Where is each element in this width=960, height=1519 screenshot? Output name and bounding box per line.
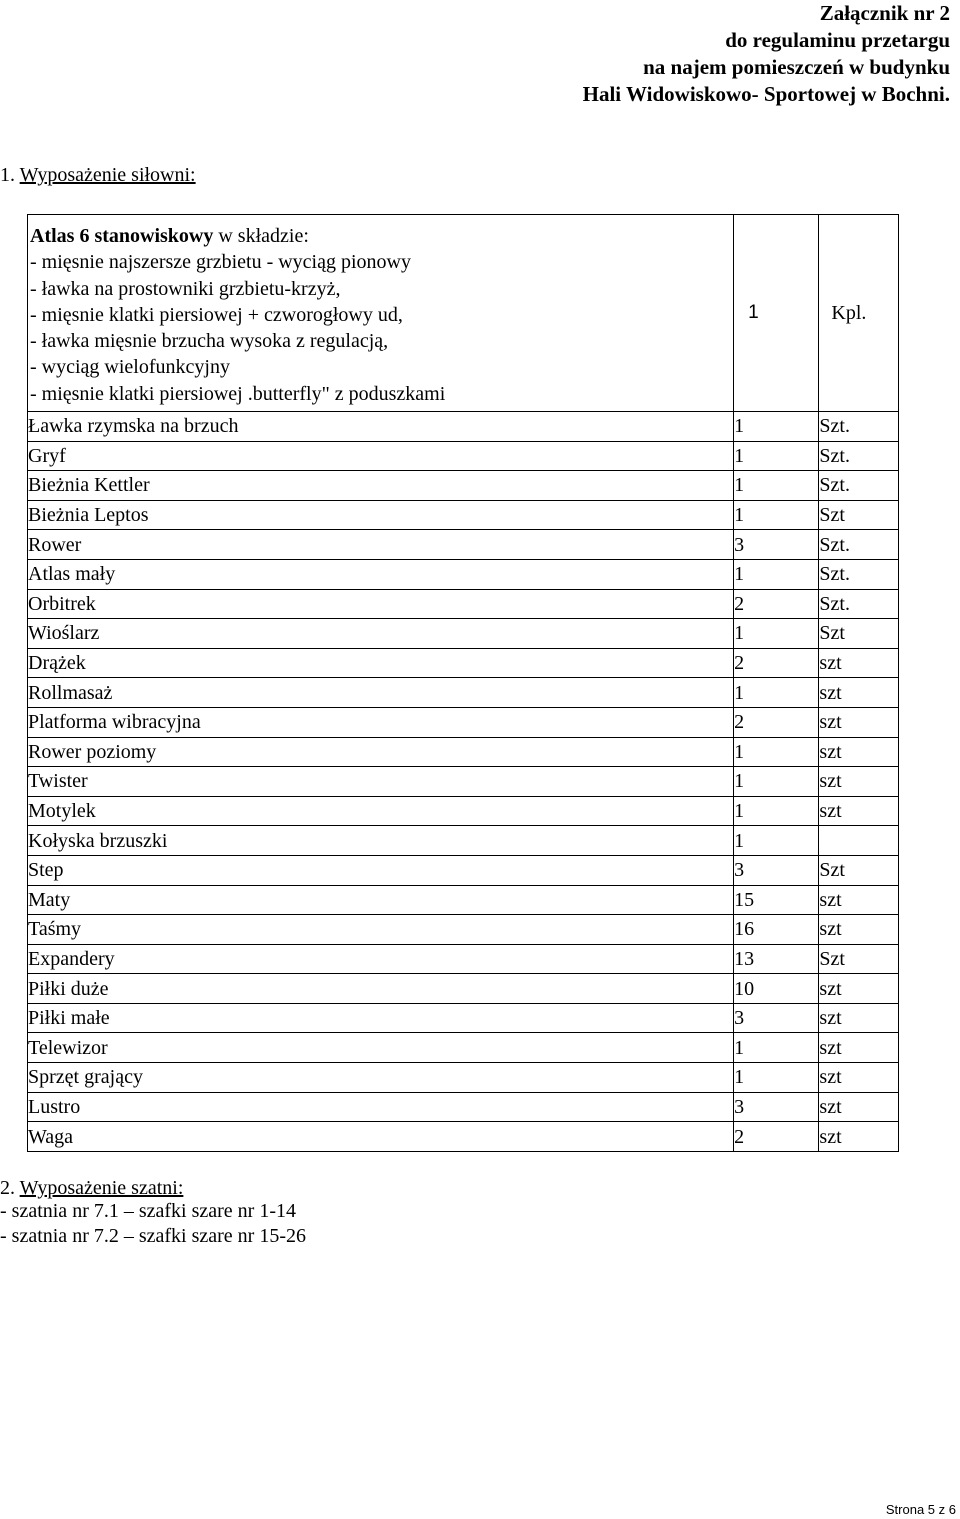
item-quantity: 3 <box>734 1092 819 1122</box>
atlas-line: - mięsnie najszersze grzbietu - wyciąg pionowy <box>30 251 411 274</box>
item-unit <box>819 826 899 856</box>
item-unit: Szt. <box>819 559 899 589</box>
item-quantity: 3 <box>734 855 819 885</box>
item-name: Ławka rzymska na brzuch <box>28 412 734 442</box>
table-row <box>28 1092 899 1122</box>
list-item: - szatnia nr 7.1 – szafki szare nr 1-14 <box>0 1200 296 1222</box>
table-row <box>28 974 899 1004</box>
table-row <box>28 619 899 649</box>
section-2-title: Wyposażenie szatni: <box>19 1177 184 1199</box>
item-unit: szt <box>819 915 899 945</box>
table-row <box>28 471 899 501</box>
item-name: Drążek <box>28 648 734 678</box>
atlas-description <box>28 215 734 412</box>
table-row <box>28 855 899 885</box>
item-name: Rower <box>28 530 734 560</box>
item-name: Taśmy <box>28 915 734 945</box>
section-1-title: Wyposażenie siłowni: <box>19 164 196 186</box>
item-name: Bieżnia Kettler <box>28 471 734 501</box>
section-1-heading <box>0 163 196 187</box>
item-unit: Szt. <box>819 412 899 442</box>
section-1-number: 1. <box>0 164 15 186</box>
item-name: Telewizor <box>28 1033 734 1063</box>
item-name: Platforma wibracyjna <box>28 707 734 737</box>
table-row <box>28 915 899 945</box>
item-unit: szt <box>819 1122 899 1152</box>
header-line: Hali Widowiskowo- Sportowej w Bochni. <box>582 82 950 106</box>
item-unit: szt <box>819 1003 899 1033</box>
item-name: Motylek <box>28 796 734 826</box>
item-unit: Szt. <box>819 530 899 560</box>
item-quantity: 3 <box>734 530 819 560</box>
item-unit: Szt. <box>819 471 899 501</box>
table-row <box>28 1033 899 1063</box>
item-quantity: 10 <box>734 974 819 1004</box>
item-unit: Szt <box>819 944 899 974</box>
item-name: Maty <box>28 885 734 915</box>
table-row <box>28 412 899 442</box>
item-unit: Szt <box>819 619 899 649</box>
item-unit: szt <box>819 974 899 1004</box>
item-quantity: 1 <box>734 1033 819 1063</box>
table-row <box>28 767 899 797</box>
item-name: Rollmasaż <box>28 678 734 708</box>
item-unit: Szt <box>819 500 899 530</box>
item-quantity: 1 <box>734 1063 819 1093</box>
table-row <box>28 737 899 767</box>
item-quantity: 1 <box>734 500 819 530</box>
item-unit: szt <box>819 1033 899 1063</box>
item-unit: Kpl. <box>819 215 899 412</box>
table-row <box>28 826 899 856</box>
table-row <box>28 678 899 708</box>
item-quantity: 13 <box>734 944 819 974</box>
item-unit: szt <box>819 767 899 797</box>
table-row <box>28 1122 899 1152</box>
item-name: Rower poziomy <box>28 737 734 767</box>
item-quantity: 2 <box>734 707 819 737</box>
header-line: na najem pomieszczeń w budynku <box>643 55 950 79</box>
item-unit: Szt. <box>819 589 899 619</box>
item-unit: szt <box>819 678 899 708</box>
table-row <box>28 796 899 826</box>
table-row <box>28 589 899 619</box>
table-row <box>28 441 899 471</box>
item-name: Piłki duże <box>28 974 734 1004</box>
table-row <box>28 1063 899 1093</box>
gym-equipment-table <box>27 214 899 1152</box>
item-quantity: 1 <box>734 737 819 767</box>
atlas-line: - wyciąg wielofunkcyjny <box>30 356 230 379</box>
item-quantity: 1 <box>734 215 819 412</box>
item-name: Gryf <box>28 441 734 471</box>
item-unit: szt <box>819 707 899 737</box>
atlas-line: - mięsnie klatki piersiowej .butterfly" z poduszkami <box>30 382 446 405</box>
header-line: Załącznik nr 2 <box>819 1 950 25</box>
item-quantity: 2 <box>734 648 819 678</box>
item-name: Wioślarz <box>28 619 734 649</box>
table-row <box>28 707 899 737</box>
table-row <box>28 530 899 560</box>
item-name: Atlas mały <box>28 559 734 589</box>
section-2-heading <box>0 1176 183 1200</box>
page-number: Strona 5 z 6 <box>885 1502 956 1517</box>
item-name: Twister <box>28 767 734 797</box>
item-name: Kołyska brzuszki <box>28 826 734 856</box>
item-unit: szt <box>819 796 899 826</box>
item-name: Step <box>28 855 734 885</box>
item-quantity: 1 <box>734 441 819 471</box>
item-quantity: 1 <box>734 826 819 856</box>
table-row <box>28 215 899 412</box>
item-quantity: 1 <box>734 412 819 442</box>
item-unit: szt <box>819 1092 899 1122</box>
table-row <box>28 944 899 974</box>
item-unit: szt <box>819 648 899 678</box>
item-unit: Szt. <box>819 441 899 471</box>
item-quantity: 1 <box>734 767 819 797</box>
atlas-line: - mięsnie klatki piersiowej + czworogłowy ud, <box>30 303 403 326</box>
atlas-line: - ławka na prostowniki grzbietu-krzyż, <box>30 277 341 300</box>
locker-room-list <box>0 1199 306 1248</box>
item-name: Piłki małe <box>28 1003 734 1033</box>
item-quantity: 3 <box>734 1003 819 1033</box>
item-unit: szt <box>819 1063 899 1093</box>
header-line: do regulaminu przetargu <box>725 28 950 52</box>
item-name: Orbitrek <box>28 589 734 619</box>
item-unit: szt <box>819 737 899 767</box>
item-quantity: 1 <box>734 619 819 649</box>
item-quantity: 2 <box>734 1122 819 1152</box>
item-unit: szt <box>819 885 899 915</box>
item-quantity: 16 <box>734 915 819 945</box>
table-row <box>28 648 899 678</box>
item-quantity: 1 <box>734 796 819 826</box>
atlas-title: Atlas 6 stanowiskowy w składzie: <box>30 224 309 247</box>
item-quantity: 1 <box>734 471 819 501</box>
item-name: Lustro <box>28 1092 734 1122</box>
item-name: Waga <box>28 1122 734 1152</box>
table-row <box>28 559 899 589</box>
atlas-line: - ławka mięsnie brzucha wysoka z regulacją, <box>30 330 389 353</box>
item-name: Bieżnia Leptos <box>28 500 734 530</box>
item-name: Expandery <box>28 944 734 974</box>
table-row <box>28 885 899 915</box>
item-quantity: 2 <box>734 589 819 619</box>
section-2-number: 2. <box>0 1177 15 1199</box>
item-name: Sprzęt grający <box>28 1063 734 1093</box>
list-item: - szatnia nr 7.2 – szafki szare nr 15-26 <box>0 1224 306 1247</box>
item-unit: Szt <box>819 855 899 885</box>
table-row <box>28 500 899 530</box>
annex-header <box>350 0 950 108</box>
item-quantity: 15 <box>734 885 819 915</box>
table-row <box>28 1003 899 1033</box>
item-quantity: 1 <box>734 678 819 708</box>
item-quantity: 1 <box>734 559 819 589</box>
